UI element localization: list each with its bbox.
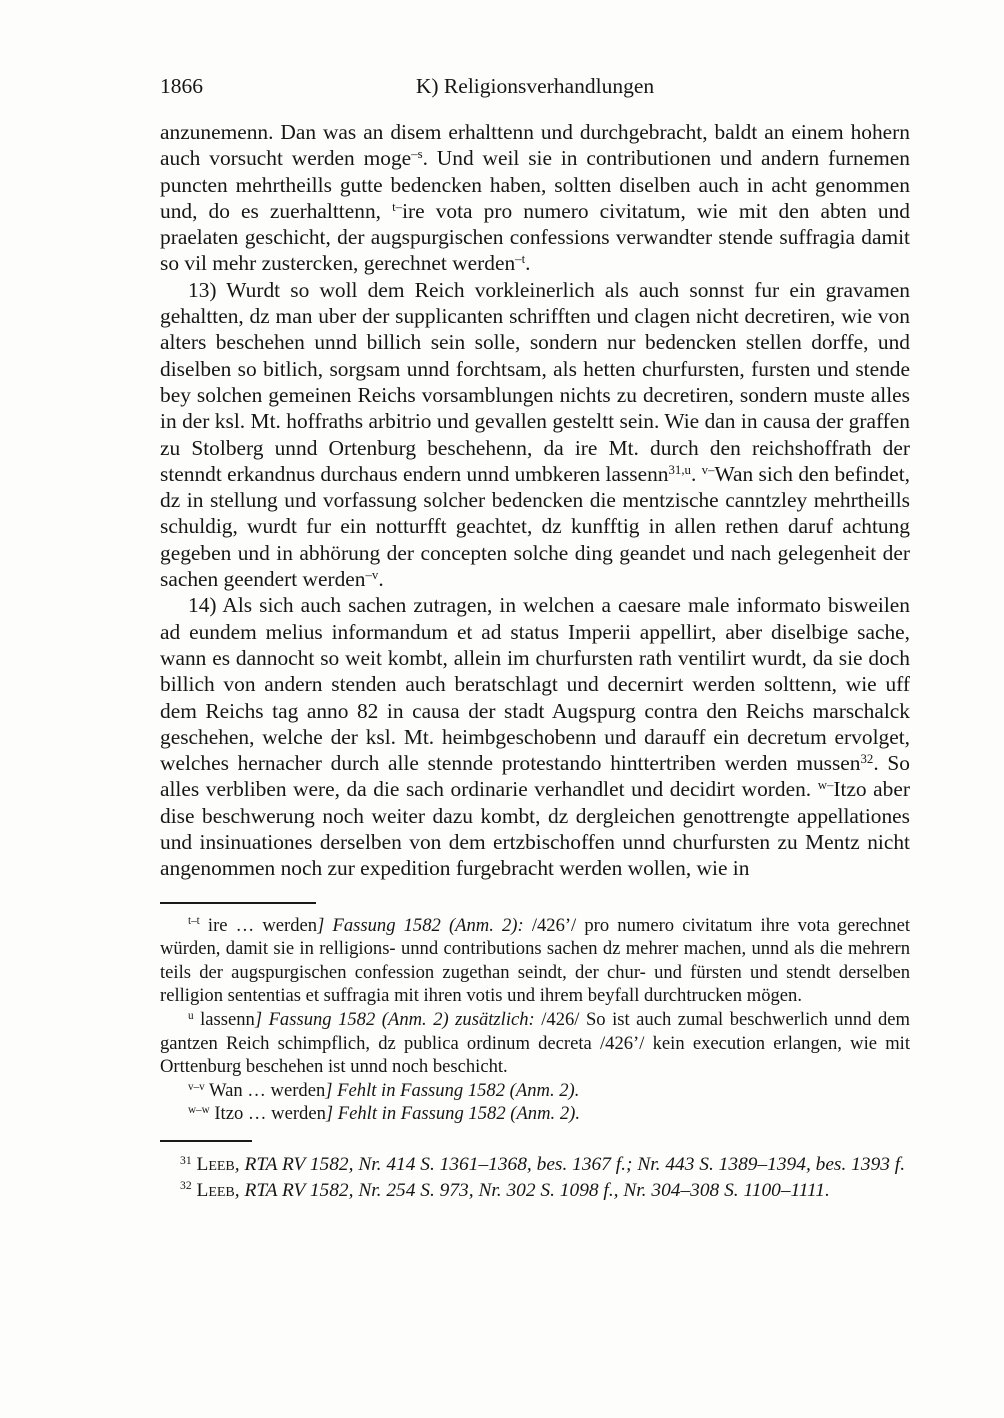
paragraph: 13) Wurdt so woll dem Reich vorkleinerlich als auch sonnst fur ein gravamen gehaltten, dz man uber der supplicanten schrifften und clagen nicht decretiren, wie von alters beschehen unnd billich sein solle, sondern nur bedencken stellen dorffe, und diselben so bitlich, sorgsam unnd forchtsam, als hetten churfursten, fursten und stende bey solchen gemeinen Reichs vorsamblungen nichts zu decretiren, sondern muste alles in der ksl. Mt. hoffraths arbitrio und gevallen gesteltt sein. Wie dan in causa der graffen zu Stolberg unnd Ortenburg beschehenn, da ire Mt. durch den reichshoffrath der stenndt erkandnus durchaus endern unnd umbkeren lassenn$^{31,u}$. $^{v-}$Wan sich den befindet, dz in stellung und vorfassung solcher bedencken die mentzische canntzley mehrtheills schuldig, wurdt fur ein notturfft geachtet, dz kunfftig in allen rethen daruf achtung gegeben und in abhörung der concepten solche ding geandet und nach gelegenheit der sachen geendert werden$^{-v}$. — [160, 277, 910, 592]
apparatus-entry: $^{v-v}$ Wan … werden] Fehlt in Fassung 1582 (Anm. 2). — [188, 1079, 580, 1101]
critical-apparatus — [160, 914, 910, 1126]
apparatus-entry: $^u$ lassenn] Fassung 1582 (Anm. 2) zusätzlich: /426/ So ist auch zumal beschwerlich unnd dem gantzen Reich schimpflich, dz publica ordinum decreta /426’/ kein execution erlangen, wie mit Orttenburg beschehen ist unnd noch beschicht. — [160, 1008, 910, 1078]
page-header — [160, 74, 910, 102]
paragraph: anzunemenn. Dan was an disem erhalttenn und durchgebracht, baldt an einem hohern auch vorsucht werden moge$^{-s}$. Und weil sie in contributionen und andern furnemen puncten mehrtheills gutte bedencken haben, soltten diselben auch in acht genommen und, do es zuerhalttenn, $^{t-}$ire vota pro numero civitatum, wie mit den abten und praelaten geschicht, der augspurgischen confessions verwandter stende suffragia damit so vil mehr zustercken, gerechnet werden$^{-t}$. — [160, 120, 910, 276]
text-block — [160, 74, 910, 1203]
running-title: K) Religionsverhandlungen — [415, 74, 655, 98]
apparatus-separator-rule — [160, 902, 316, 904]
paragraph: 14) Als sich auch sachen zutragen, in welchen a caesare male informato bisweilen ad eundem melius informandum et ad status Imperii appellirt, aber diselbige sache, wann es dannocht so weit kombt, allein im churfursten rath ventilirt wurdt, da sie doch billich von andern stenden auch beratschlagt und decernirt werden solttenn, wie uff dem Reichs tag anno 82 in causa der stadt Augspurg contra den Reichs marschalck geschehen, welche der ksl. Mt. heimbgeschobenn und darauff ein decretum ervolget, welches hernacher durch alle stennde protestando hinttertriben werden mussen$^{32}$. So alles verbliben were, da die sach ordinarie verhandlet und decidirt worden. $^{w-}$Itzo aber dise beschwerung noch weiter dazu kombt, dz dergleichen genottrengte appellationes und insinuationes derselben von dem ertzbischoffen unnd churfursten zu Mentz nicht angenommen noch zur expedition furgebracht werden wollen, wie in — [160, 593, 910, 881]
footnote-entry: $^{32}$ Leeb, RTA RV 1582, Nr. 254 S. 973, Nr. 302 S. 1098 f., Nr. 304–308 S. 1100–1111. — [180, 1179, 830, 1201]
footnotes — [160, 1152, 910, 1203]
apparatus-entry: $^{t-t}$ ire … werden] Fassung 1582 (Anm. 2): /426’/ pro numero civitatum ihre vota gerechnet würden, damit sie in relligions- unnd contributions sachen dz mehrer machen, unnd als die mehrern teils der augspurgischen confession zugethan seindt, der chur- und fürsten und stendt derselben relligion sententias et suffragia mit ihren votis und ihrem beyfall durchtrucken mögen. — [160, 914, 910, 1007]
footnote-entry: $^{31}$ Leeb, RTA RV 1582, Nr. 414 S. 1361–1368, bes. 1367 f.; Nr. 443 S. 1389–1394, bes. 1393 f. — [180, 1153, 906, 1175]
body-text — [160, 119, 910, 882]
footnote-separator-rule — [160, 1140, 252, 1142]
apparatus-entry: $^{w-w}$ Itzo … werden] Fehlt in Fassung 1582 (Anm. 2). — [188, 1103, 580, 1125]
page-number: 1866 — [160, 74, 203, 98]
